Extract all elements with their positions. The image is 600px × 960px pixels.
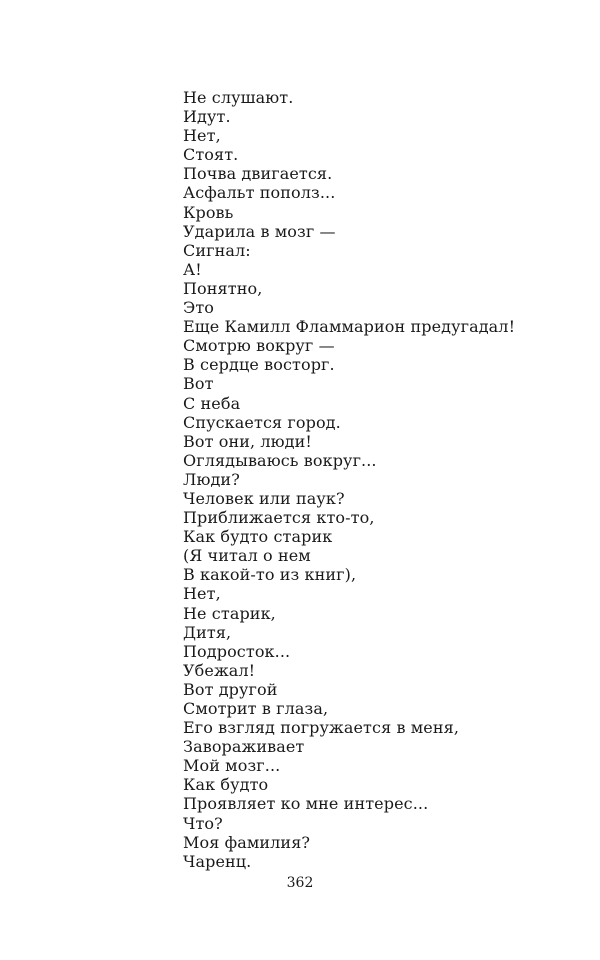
poem-line: В какой-то из книг),	[183, 565, 357, 585]
poem-line: Моя фамилия?	[183, 832, 311, 852]
poem-line: Вот они, люди!	[183, 431, 312, 451]
poem-line: Завораживает	[183, 737, 305, 757]
poem-line: Как будто	[183, 775, 269, 795]
poem-line: Нет,	[183, 126, 221, 146]
poem-line: Люди?	[183, 469, 240, 489]
poem-line: Подросток...	[183, 641, 291, 661]
poem-line: Это	[183, 298, 215, 318]
poem-line: Ударила в мозг —	[183, 221, 336, 241]
poem-line: Его взгляд погружается в меня,	[183, 718, 459, 738]
poem-line: Смотрю вокруг —	[183, 336, 335, 356]
poem-line: Мой мозг...	[183, 756, 281, 776]
poem-line: Асфальт пополз...	[183, 183, 336, 203]
poem-line: Оглядываюсь вокруг...	[183, 450, 377, 470]
page-number: 362	[286, 875, 314, 891]
poem-line: Не старик,	[183, 603, 276, 623]
poem-line: Смотрит в глаза,	[183, 699, 329, 718]
poem-line: С неба	[183, 393, 241, 413]
poem-line: Еще Камилл Фламмарион предугадал!	[183, 317, 516, 337]
poem-line: Нет,	[183, 584, 221, 604]
poem-line: Вот	[183, 374, 214, 394]
poem-line: Кровь	[183, 202, 234, 222]
poem-line: Человек или паук?	[183, 488, 345, 508]
poem-line: Почва двигается.	[183, 164, 333, 184]
poem-line: Убежал!	[183, 660, 256, 680]
poem-line: В сердце восторг.	[183, 355, 335, 375]
poem-line: Чаренц.	[183, 851, 252, 871]
poem-line: Не слушают.	[183, 88, 294, 107]
poem-line: Проявляет ко мне интерес...	[183, 794, 429, 814]
poem-line: Приближается кто-то,	[183, 508, 375, 528]
poem-line: А!	[183, 259, 202, 279]
poem-line: Сигнал:	[183, 240, 251, 260]
poem-line: Вот другой	[183, 679, 278, 699]
poem-line: (Я читал о нем	[183, 546, 311, 566]
poem-line: Спускается город.	[183, 412, 341, 432]
poem-line: Стоят.	[183, 145, 239, 165]
poem-line: Понятно,	[183, 278, 263, 298]
poem-line: Как будто старик	[183, 527, 333, 547]
poem-line: Дитя,	[183, 622, 232, 642]
poem-line: Идут.	[183, 107, 231, 127]
poem-line: Что?	[183, 813, 223, 833]
poem-text	[183, 88, 515, 871]
